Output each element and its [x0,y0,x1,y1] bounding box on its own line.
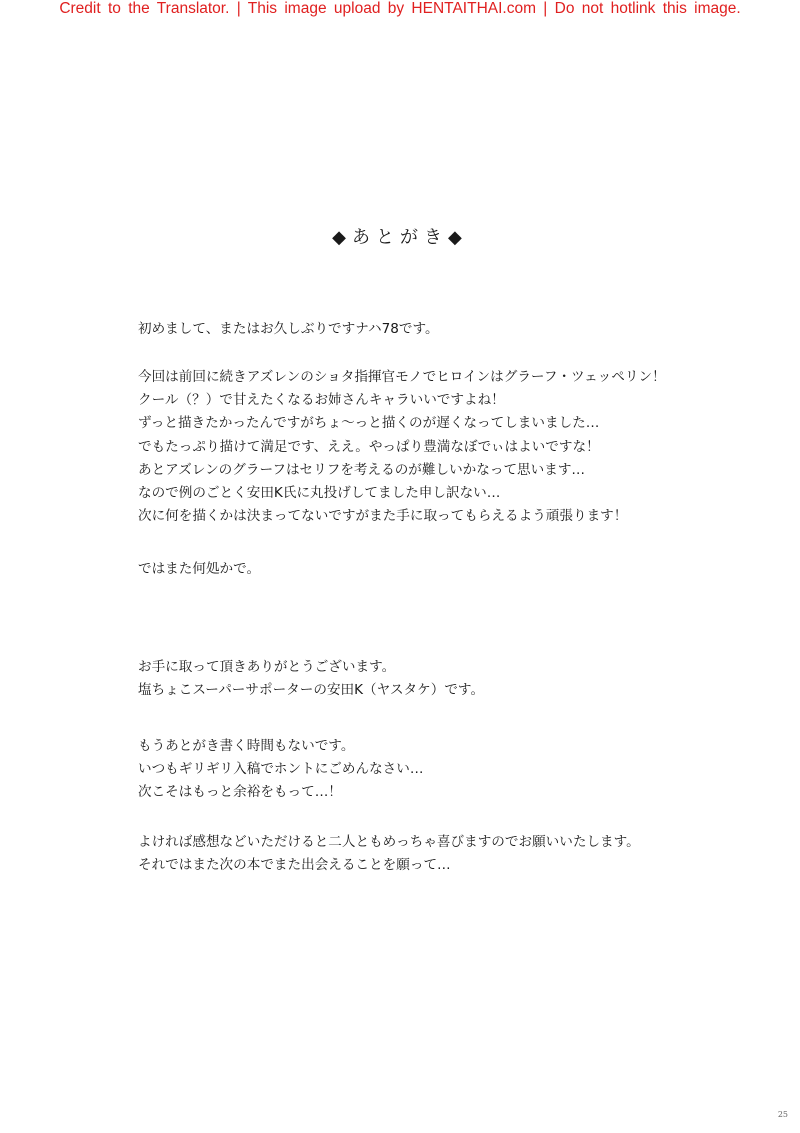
text-line: 初めまして、またはお久しぶりですナハ78です。 [138,321,439,337]
text-line: でもたっぷり描けて満足です、ええ。やっぱり豊満なぼでぃはよいですな！ [138,438,600,455]
text-line: 今回は前回に続きアズレンのショタ指揮官モノでヒロインはグラーフ・ツェッペリン！ [138,369,666,385]
text-line: クール（？）で甘えたくなるお姉さんキャラいいですよね！ [138,392,505,409]
afterword-title: ◆あとがき◆ [332,227,468,248]
page-number: 25 [777,1110,788,1119]
text-line: あとアズレンのグラーフはセリフを考えるのが難しいかなって思います… [138,461,586,478]
paragraph-author-two-intro [138,656,778,702]
paragraph-author-two-apology [138,735,778,805]
text-line: 次こそはもっと余裕をもって…！ [138,784,342,801]
text-line: もうあとがき書く時間もないです。 [138,738,355,754]
paragraph-closing [138,831,778,877]
text-line: よければ感想などいただけると二人ともめっちゃ喜びますのでお願いいたします。 [138,834,640,850]
text-line: 次に何を描くかは決まってないですがまた手に取ってもらえるよう頑張ります！ [138,508,628,525]
text-line: それではまた次の本でまた出会えることを願って… [138,857,451,874]
text-line: ずっと描きたかったんですがちょ～っと描くのが遅くなってしまいました… [138,415,600,432]
text-line: 塩ちょこスーパーサポーターの安田K（ヤスタケ）です。 [138,682,485,699]
text-line: いつもギリギリ入稿でホントにごめんなさい… [138,761,424,778]
text-line: なので例のごとく安田K氏に丸投げしてました申し訳ない… [138,484,501,501]
paragraph-farewell [138,558,778,581]
paragraph-author-one [138,366,778,528]
text-line: ではまた何処かで。 [138,561,261,577]
paragraph-intro [138,318,778,341]
credit-banner: Credit to the Translator. | This image upload by HENTAITHAI.com | Do not hotlink this image. [59,0,741,17]
text-line: お手に取って頂きありがとうございます。 [138,659,396,675]
